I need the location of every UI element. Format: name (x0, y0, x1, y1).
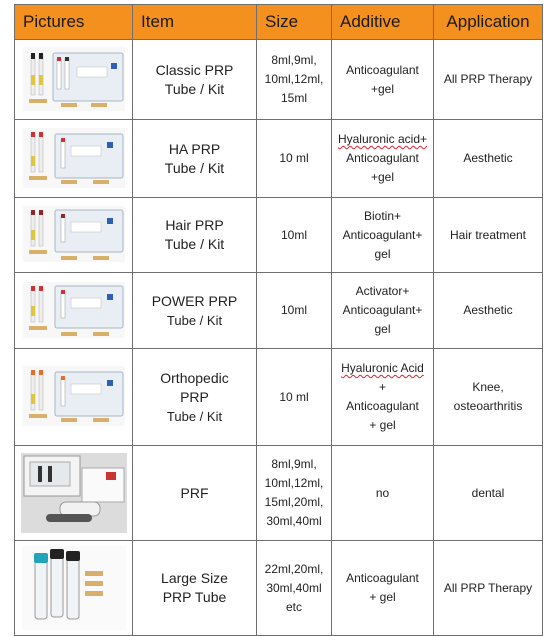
product-photo-cell (15, 273, 133, 349)
product-photo-cell (15, 349, 133, 446)
product-photo-cell (15, 198, 133, 273)
additive-cell (332, 446, 434, 541)
item-cell (133, 120, 257, 198)
application-cell (434, 198, 543, 273)
table-row (15, 198, 543, 273)
application-value: dental (471, 485, 505, 500)
additive-cell (332, 349, 434, 446)
size-value: 10ml,12ml, (264, 476, 324, 490)
classic-prp-tube-kit-photo (21, 45, 127, 115)
size-value: 10 ml (279, 151, 309, 165)
size-value: 8ml,9ml, (271, 457, 317, 471)
product-table (14, 4, 543, 636)
size-value: 30ml,40ml (266, 580, 322, 595)
size-value: 10ml (280, 227, 307, 242)
application-cell (434, 120, 543, 198)
application-value: Aesthetic (463, 303, 513, 317)
product-photo-cell (15, 541, 133, 636)
item-name: PRP (180, 388, 209, 405)
item-cell (133, 349, 257, 446)
table-row (15, 349, 543, 446)
size-value: 15ml (280, 91, 307, 105)
size-cell (257, 541, 332, 636)
size-cell (257, 40, 332, 120)
application-value: All PRP Therapy (443, 580, 533, 595)
size-value: 15ml,20ml, (264, 495, 324, 509)
additive-value: no (375, 485, 390, 500)
additive-value: +gel (370, 170, 395, 184)
size-value: 10ml (280, 303, 307, 317)
additive-value: + gel (369, 590, 396, 604)
additive-cell (332, 120, 434, 198)
size-cell (257, 446, 332, 541)
item-name: Orthopedic (160, 369, 229, 386)
item-name: PRF (180, 484, 209, 501)
item-cell (133, 541, 257, 636)
header-additive: Additive (332, 5, 434, 40)
size-cell (257, 120, 332, 198)
size-value: 8ml,9ml, (271, 53, 317, 67)
additive-value: gel (374, 246, 391, 261)
header-size: Size (257, 5, 332, 40)
additive-value: Anticoagulant (346, 151, 419, 165)
size-value: 10ml,12ml, (264, 72, 324, 86)
item-name: Large Size (161, 570, 228, 586)
additive-value: Anticoagulant (346, 62, 419, 77)
product-photo-cell (15, 40, 133, 120)
large-size-prp-tube-photo (21, 545, 127, 631)
size-value: 22ml,20ml, (264, 561, 324, 576)
item-type: Tube / Kit (166, 312, 223, 328)
application-value: osteoarthritis (453, 399, 523, 413)
additive-cell (332, 273, 434, 349)
item-type: Tube / Kit (166, 408, 223, 424)
table-row (15, 446, 543, 541)
hair-prp-tube-kit-photo (21, 204, 127, 266)
additive-cell (332, 40, 434, 120)
additive-value: +gel (370, 81, 395, 96)
application-cell (434, 446, 543, 541)
application-value: Knee, (472, 380, 504, 394)
item-cell (133, 198, 257, 273)
application-value: All PRP Therapy (443, 72, 533, 86)
application-value: Aesthetic (463, 151, 513, 165)
additive-value: Biotin+ (363, 208, 402, 223)
header-pictures: Pictures (15, 5, 133, 40)
application-value: Hair treatment (449, 227, 527, 242)
additive-value: Anticoagulant+ (342, 227, 423, 242)
product-photo-cell (15, 446, 133, 541)
prf-tube-box-photo (20, 452, 128, 534)
table-row (15, 40, 543, 120)
item-name: Classic PRP (155, 61, 234, 78)
size-cell (257, 273, 332, 349)
size-value: 30ml,40ml (266, 514, 322, 528)
item-type: Tube / Kit (164, 236, 225, 252)
application-cell (434, 349, 543, 446)
item-name: POWER PRP (151, 292, 238, 309)
power-prp-tube-kit-photo (21, 280, 127, 342)
item-type: PRP Tube (162, 589, 227, 605)
size-value: etc (285, 599, 302, 614)
additive-cell (332, 541, 434, 636)
additive-value: + (378, 380, 386, 394)
header-row (15, 5, 543, 40)
item-type: Tube / Kit (164, 80, 225, 97)
additive-value: Hyaluronic acid+ (337, 132, 428, 146)
item-name: HA PRP (168, 140, 221, 157)
orthopedic-prp-tube-kit-photo (21, 364, 127, 430)
item-cell (133, 273, 257, 349)
size-value: 10 ml (279, 389, 309, 404)
additive-value: Hyaluronic Acid (341, 361, 424, 375)
table-row (15, 120, 543, 198)
application-cell (434, 541, 543, 636)
application-cell (434, 273, 543, 349)
header-application: Application (434, 5, 543, 40)
ha-prp-tube-kit-photo (21, 126, 127, 192)
additive-value: Anticoagulant+ (342, 303, 423, 317)
additive-value: Anticoagulant (346, 571, 419, 585)
item-cell (133, 40, 257, 120)
additive-cell (332, 198, 434, 273)
table-row (15, 541, 543, 636)
header-item: Item (133, 5, 257, 40)
size-cell (257, 198, 332, 273)
additive-value: Activator+ (355, 284, 410, 298)
table-row (15, 273, 543, 349)
product-photo-cell (15, 120, 133, 198)
additive-value: + gel (369, 418, 396, 432)
item-type: Tube / Kit (164, 159, 225, 176)
application-cell (434, 40, 543, 120)
item-cell (133, 446, 257, 541)
additive-value: gel (374, 322, 391, 336)
size-cell (257, 349, 332, 446)
item-name: Hair PRP (165, 217, 224, 233)
additive-value: Anticoagulant (346, 399, 419, 413)
